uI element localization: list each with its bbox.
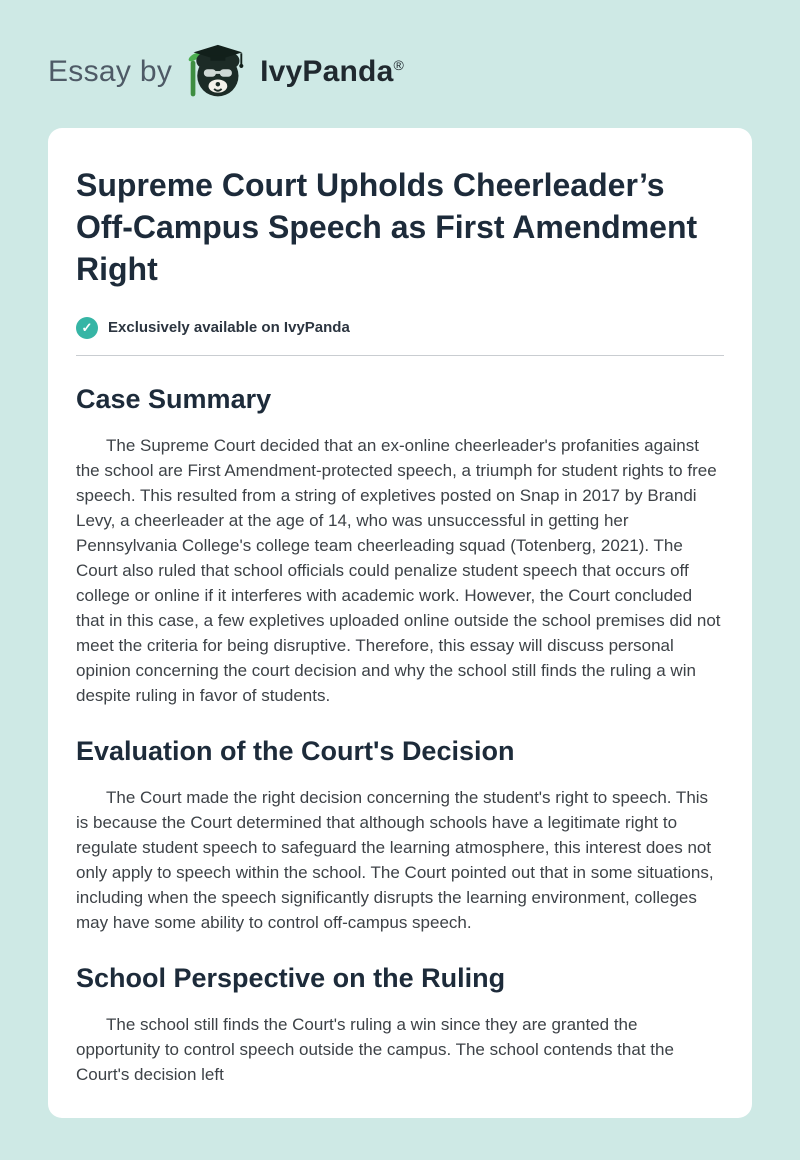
paragraph-case-summary: The Supreme Court decided that an ex-online cheerleader's profanities against the school are First Amendment-protected speech, a triumph for student rights to free speech. This resulted from a string of expletives posted on Snap in 2017 by Brandi Levy, a cheerleader at the age of 14, who was unsuccessful in getting her Pennsylvania College's college team cheerleading squad (Totenberg, 2021). The Court also ruled that school officials could penalize student speech that occurs off college or online if it interferes with academic work. However, the Court concluded that in this case, a few expletives uploaded online outside the school premises did not meet the criteria for being disruptive. Therefore, this essay will discuss personal opinion concerning the court decision and why the school still finds the ruling a win despite ruling in favor of students. [76, 435, 721, 705]
section-heading-case-summary: Case Summary [76, 383, 272, 414]
registered-mark: ® [393, 57, 404, 73]
page-header [0, 0, 800, 110]
brand-name [260, 55, 404, 89]
check-icon: ✓ [76, 317, 98, 339]
essay-by-label: Essay by [48, 55, 173, 88]
essay-card [48, 128, 752, 1118]
brand-text: IvyPanda [260, 55, 394, 88]
paragraph-school-perspective: The school still finds the Court's ruling a win since they are granted the opportunity to control speech outside the campus. The school contends that the Court's decision left [76, 1014, 674, 1084]
essay-title: Supreme Court Upholds Cheerleader’s Off-Campus Speech as First Amendment Right [76, 167, 698, 288]
paragraph-evaluation: The Court made the right decision concerning the student's right to speech. This is because the Court determined that although schools have a legitimate right to regulate student speech to safeguard the learning atmosphere, this interest does not only apply to speech within the school. The Court pointed out that in some situations, including when the speech significantly disrupts the learning environment, colleges may have some ability to control off-campus speech. [76, 787, 714, 932]
availability-badge [76, 317, 724, 339]
ivypanda-logo-icon [186, 42, 246, 102]
section-heading-evaluation: Evaluation of the Court's Decision [76, 735, 515, 766]
divider [76, 355, 724, 356]
section-heading-school-perspective: School Perspective on the Ruling [76, 962, 506, 993]
availability-label: Exclusively available on IvyPanda [108, 319, 350, 337]
